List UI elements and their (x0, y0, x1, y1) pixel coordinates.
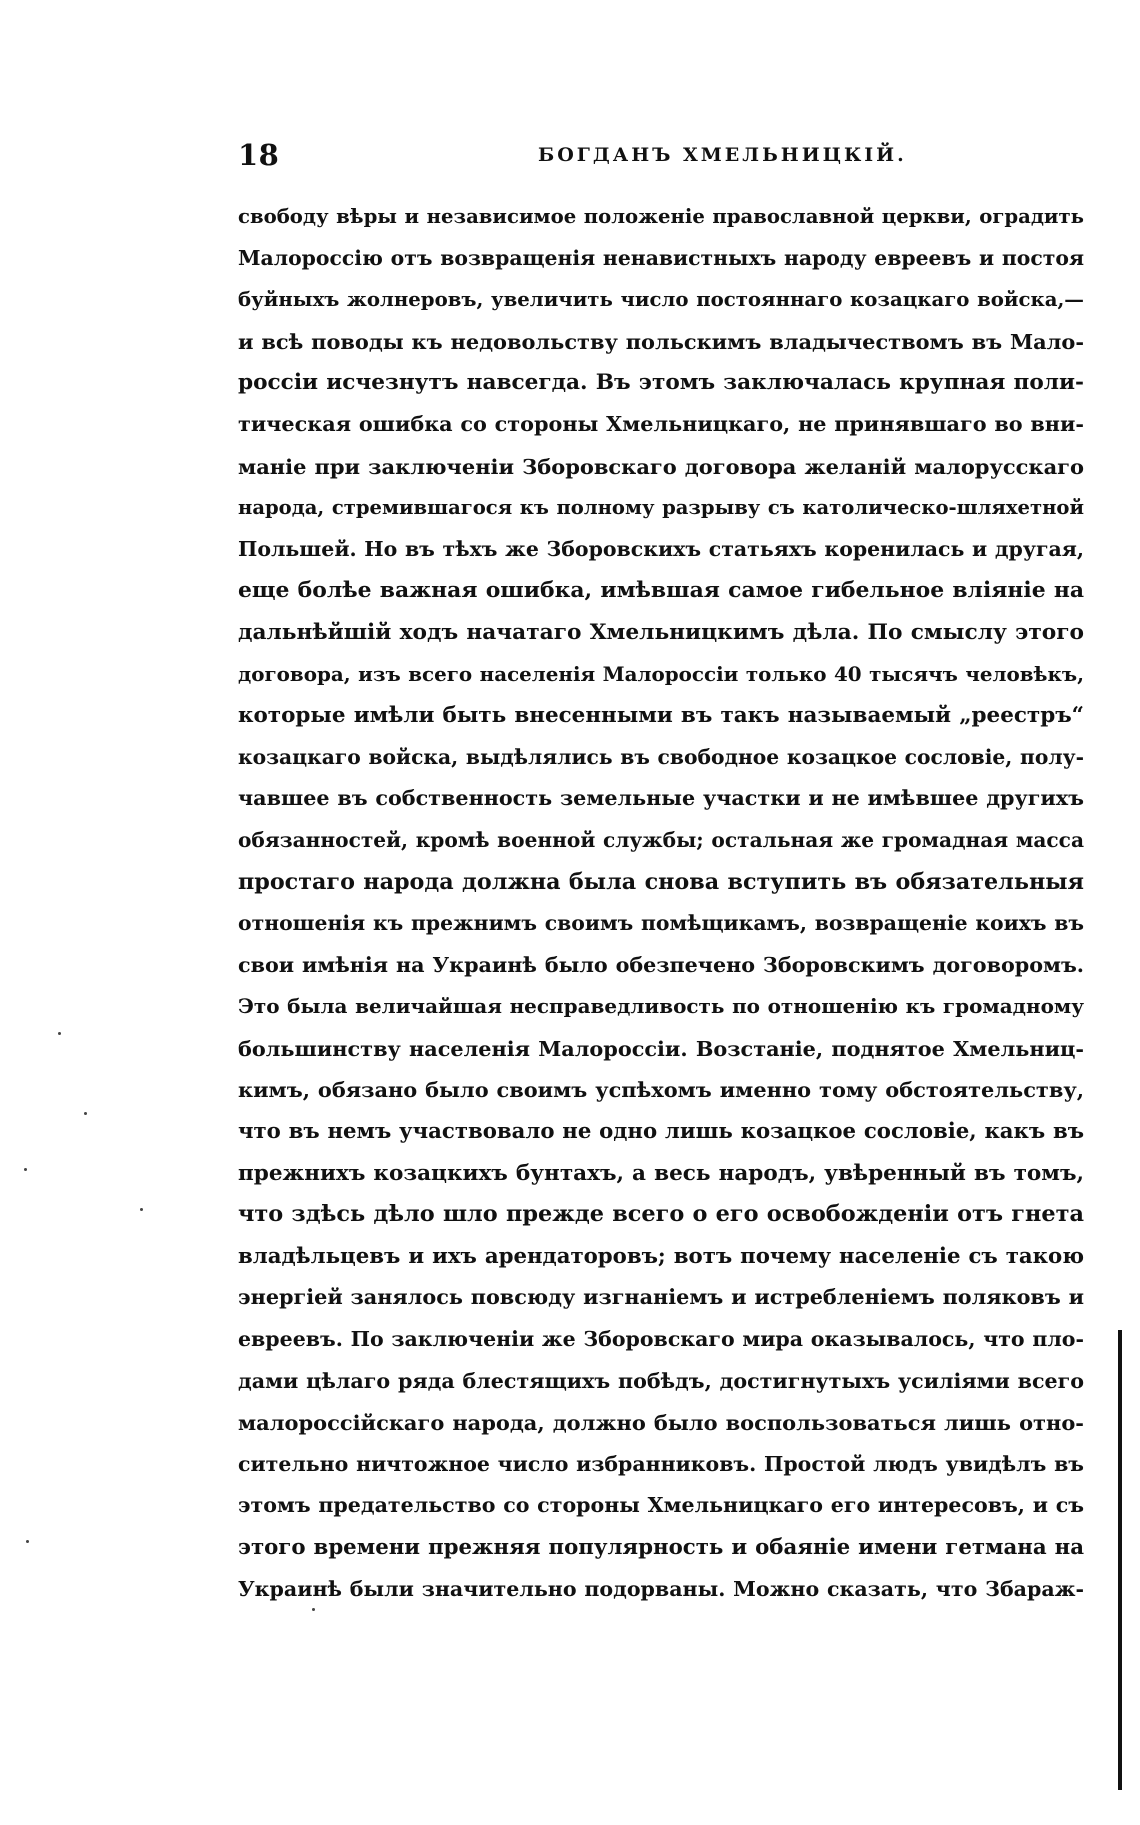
scan-speck (84, 1112, 87, 1115)
body-text (238, 196, 1084, 1610)
text-line: договора, изъ всего населенія Малороссіи только 40 тысячъ человѣкъ, (238, 661, 1084, 686)
text-line: кимъ, обязано было своимъ успѣхомъ именно тому обстоятельству, (238, 1077, 1084, 1103)
text-line: малороссійскаго народа, должно было воспользоваться лишь отно- (238, 1410, 1084, 1436)
text-line: народа, стремившагося къ полному разрыву съ католическо-шляхетной (238, 496, 1084, 520)
text-line: свободу вѣры и независимое положеніе православной церкви, оградить (238, 205, 1084, 228)
text-line: маніе при заключеніи Зборовскаго договора желаній малорусскаго (238, 453, 1084, 479)
scan-speck (26, 1540, 29, 1543)
text-line: что здѣсь дѣло шло прежде всего о его освобожденіи отъ гнета (238, 1201, 1084, 1228)
text-line: простаго народа должна была снова вступить въ обязательныя (238, 868, 1084, 895)
text-line: энергіей занялось повсюду изгнаніемъ и истребленіемъ поляковъ и (238, 1285, 1084, 1310)
text-line: еще болѣе важная ошибка, имѣвшая самое гибельное вліяніе на (238, 577, 1084, 604)
page-number: 18 (238, 138, 280, 172)
text-line: большинству населенія Малороссіи. Возстаніе, поднятое Хмельниц- (238, 1035, 1084, 1061)
scan-speck (312, 1608, 315, 1611)
text-line: козацкаго войска, выдѣлялись въ свободное козацкое сословіе, полу- (238, 744, 1084, 769)
text-line: обязанностей, кромѣ военной службы; остальная же громадная масса (238, 827, 1084, 852)
page-edge-shadow (1118, 1330, 1122, 1790)
text-line: владѣльцевъ и ихъ арендаторовъ; вотъ почему населеніе съ такою (238, 1243, 1084, 1269)
text-line: что въ немъ участвовало не одно лишь козацкое сословіе, какъ въ (238, 1119, 1084, 1145)
text-line: Это была величайшая несправедливость по отношенію къ громадному (238, 994, 1084, 1019)
scan-speck (58, 1032, 61, 1035)
text-line: буйныхъ жолнеровъ, увеличить число постояннаго козацкаго войска,— (238, 288, 1084, 312)
page-header (238, 138, 1083, 178)
text-line: которые имѣли быть внесенными въ такъ называемый „реестръ“ (238, 703, 1084, 729)
text-line: евреевъ. По заключеніи же Зборовскаго мира оказывалось, что пло- (238, 1327, 1084, 1352)
text-line: Малороссію отъ возвращенія ненавистныхъ народу евреевъ и постоя (238, 245, 1084, 270)
text-line: Украинѣ были значительно подорваны. Можно сказать, что Збараж- (238, 1576, 1084, 1601)
running-head: БОГДАНЪ ХМЕЛЬНИЦКІЙ. (538, 144, 907, 166)
text-line: свои имѣнія на Украинѣ было обезпечено Зборовскимъ договоромъ. (238, 952, 1084, 977)
text-line: и всѣ поводы къ недовольству польскимъ владычествомъ въ Мало- (238, 328, 1084, 354)
text-line: дальнѣйшій ходъ начатаго Хмельницкимъ дѣла. По смыслу этого (238, 619, 1084, 645)
text-line: этого времени прежняя популярность и обаяніе имени гетмана на (238, 1535, 1084, 1560)
text-line: отношенія къ прежнимъ своимъ помѣщикамъ, возвращеніе коихъ въ (238, 911, 1084, 936)
text-line: чавшее въ собственность земельные участки и не имѣвшее другихъ (238, 786, 1084, 811)
scan-speck (24, 1168, 27, 1171)
text-line: Польшей. Но въ тѣхъ же Зборовскихъ статьяхъ коренилась и другая, (238, 536, 1084, 561)
text-line: тическая ошибка со стороны Хмельницкаго, не принявшаго во вни- (238, 411, 1084, 436)
scan-speck (140, 1208, 143, 1211)
text-line: прежнихъ козацкихъ бунтахъ, а весь народъ, увѣренный въ томъ, (238, 1160, 1084, 1186)
text-line: этомъ предательство со стороны Хмельницкаго его интересовъ, и съ (238, 1493, 1084, 1518)
text-line: дами цѣлаго ряда блестящихъ побѣдъ, достигнутыхъ усиліями всего (238, 1368, 1084, 1393)
text-line: сительно ничтожное число избранниковъ. Простой людъ увидѣлъ въ (238, 1451, 1084, 1476)
text-line: россіи исчезнутъ навсегда. Въ этомъ заключалась крупная поли- (238, 370, 1084, 396)
